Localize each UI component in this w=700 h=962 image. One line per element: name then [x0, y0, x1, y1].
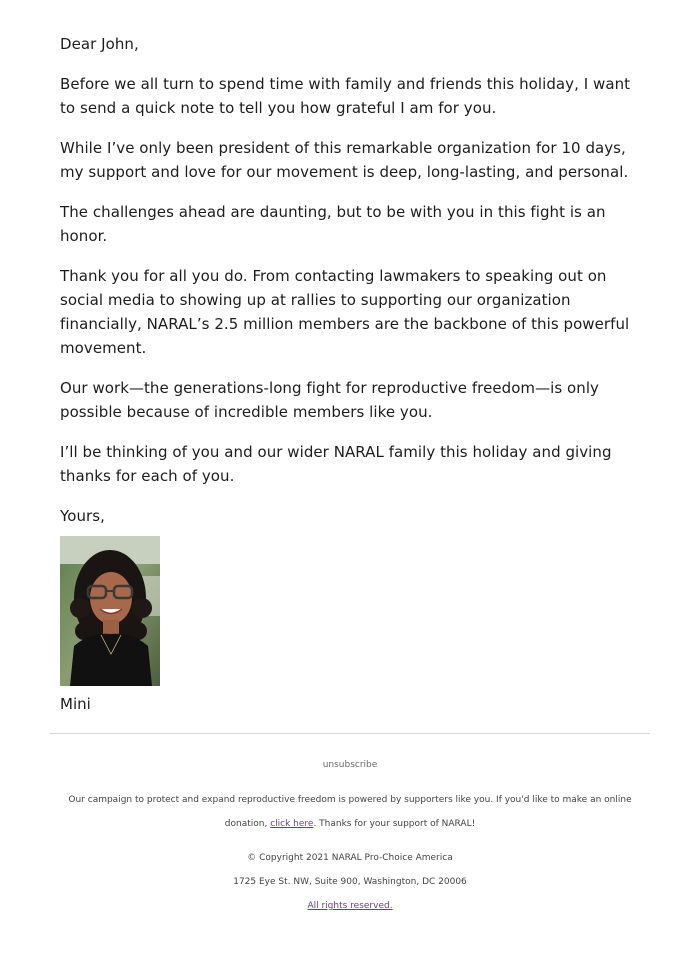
footer: [50, 753, 650, 918]
paragraph-president: While I’ve only been president of this remarkable organization for 10 days, my support and love for our movement is deep, long-lasting, and personal.: [60, 139, 629, 181]
paragraph-thanks: Thank you for all you do. From contacting lawmakers to speaking out on social media to showing up at rallies to supporting our organization financially, NARAL’s 2.5 million members are the backbone of this powerful movement.: [60, 267, 630, 357]
copyright: © Copyright 2021 NARAL Pro-Choice America: [247, 853, 453, 863]
email-body: [60, 32, 650, 716]
unsubscribe-link[interactable]: unsubscribe: [322, 760, 378, 770]
unsubscribe-line: [50, 753, 650, 777]
signer-photo: [60, 536, 160, 686]
closing: Yours,: [60, 507, 105, 525]
footer-divider: [50, 733, 650, 734]
address: 1725 Eye St. NW, Suite 900, Washington, DC 20006: [233, 877, 467, 887]
donation-link[interactable]: click here: [270, 819, 314, 829]
greeting: Dear John,: [60, 35, 139, 53]
support-text-after: . Thanks for your support of NARAL!: [313, 819, 476, 829]
support-text-before: Our campaign to protect and expand reproductive freedom is powered by supporters like you. If you'd like to make an online donation,: [68, 795, 632, 829]
paragraph-gratitude: Before we all turn to spend time with family and friends this holiday, I want to send a quick note to tell you how grateful I am for you.: [60, 75, 631, 117]
paragraph-holiday: I’ll be thinking of you and our wider NARAL family this holiday and giving thanks for each of you.: [60, 443, 612, 485]
paragraph-challenges: The challenges ahead are daunting, but to be with you in this fight is an honor.: [60, 203, 606, 245]
paragraph-our-work: Our work—the generations-long fight for reproductive freedom—is only possible because of incredible members like you.: [60, 379, 599, 421]
support-text: [50, 788, 650, 836]
rights-link[interactable]: All rights reserved.: [307, 901, 393, 911]
signature: Mini: [60, 695, 91, 713]
rights-line: [50, 894, 650, 918]
